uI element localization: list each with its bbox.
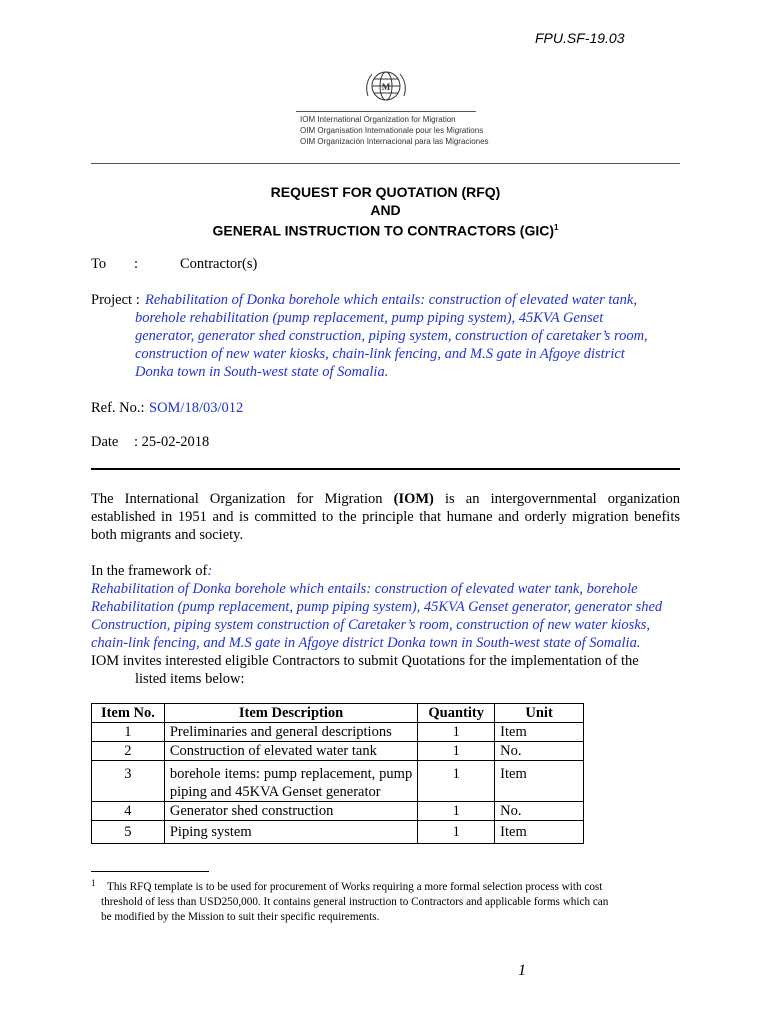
project-line-5: Donka town in South-west state of Somalia. bbox=[135, 364, 389, 380]
cell-unit: Item bbox=[495, 723, 584, 742]
page-number: 1 bbox=[518, 962, 526, 979]
header-item-no: Item No. bbox=[92, 704, 165, 723]
table-row bbox=[92, 723, 584, 742]
title-line-3-text: GENERAL INSTRUCTION TO CONTRACTORS (GIC) bbox=[212, 222, 554, 239]
ref-value: SOM/18/03/012 bbox=[149, 400, 244, 416]
cell-description: borehole items: pump replacement, pump piping and 45KVA Genset generator bbox=[164, 761, 417, 802]
intro-paragraph bbox=[91, 490, 680, 544]
section-divider bbox=[91, 468, 680, 470]
to-value: Contractor(s) bbox=[180, 256, 258, 272]
cell-unit: Item bbox=[495, 821, 584, 844]
intro-text-bold: (IOM) bbox=[393, 491, 434, 507]
header-quantity: Quantity bbox=[418, 704, 495, 723]
cell-description: Construction of elevated water tank bbox=[164, 742, 417, 761]
header-item-description: Item Description bbox=[164, 704, 417, 723]
footnote-divider bbox=[91, 871, 209, 872]
framework-line-1: Rehabilitation of Donka borehole which entails: construction of elevated water tank, borehole bbox=[91, 581, 638, 597]
footnote-line-2: threshold of less than USD250,000. It contains general instruction to Contractors and applicable forms which can bbox=[101, 896, 609, 908]
logo-text-en: IOM International Organization for Migration bbox=[300, 115, 456, 124]
svg-text:M: M bbox=[381, 82, 391, 92]
to-colon: : bbox=[134, 256, 139, 272]
project-line-3: generator, generator shed construction, piping system, construction of caretaker’s room, bbox=[135, 328, 648, 344]
table-header-row bbox=[92, 704, 584, 723]
cell-quantity: 1 bbox=[418, 723, 495, 742]
cell-item-no: 3 bbox=[92, 761, 165, 802]
date-value: : 25-02-2018 bbox=[134, 434, 210, 450]
footnote-mark: 1 bbox=[91, 878, 96, 888]
footnote-line-1: This RFQ template is to be used for procurement of Works requiring a more formal selection process with cost bbox=[107, 881, 603, 893]
cell-description: Piping system bbox=[164, 821, 417, 844]
header-divider bbox=[91, 163, 680, 164]
date-label: Date bbox=[91, 434, 119, 450]
logo-text-es: OIM Organización Internacional para las Migraciones bbox=[300, 137, 489, 146]
cell-description: Preliminaries and general descriptions bbox=[164, 723, 417, 742]
cell-unit: Item bbox=[495, 761, 584, 802]
project-line-1: Rehabilitation of Donka borehole which entails: construction of elevated water tank, bbox=[145, 292, 637, 308]
cell-description: Generator shed construction bbox=[164, 802, 417, 821]
document-code: FPU.SF-19.03 bbox=[535, 30, 625, 46]
framework-line-4: chain-link fencing, and M.S gate in Afgoye district Donka town in South-west state of Somalia. bbox=[91, 635, 641, 651]
cell-item-no: 2 bbox=[92, 742, 165, 761]
cell-item-no: 5 bbox=[92, 821, 165, 844]
logo-text-fr: OIM Organisation Internationale pour les Migrations bbox=[300, 126, 484, 135]
cell-unit: No. bbox=[495, 742, 584, 761]
cell-unit: No. bbox=[495, 802, 584, 821]
cell-quantity: 1 bbox=[418, 802, 495, 821]
invite-line-1: IOM invites interested eligible Contractors to submit Quotations for the implementation of the bbox=[91, 653, 639, 669]
title-line-3 bbox=[91, 219, 680, 240]
framework-label bbox=[91, 562, 212, 580]
intro-text-post: is an intergovernmental organization established in 1951 and is committed to the principle that humane and orderly migration benefits both migrants and society. bbox=[91, 491, 680, 543]
cell-item-no: 1 bbox=[92, 723, 165, 742]
logo-divider bbox=[296, 111, 476, 112]
title-line-2: AND bbox=[370, 202, 401, 218]
header-unit: Unit bbox=[495, 704, 584, 723]
project-line-2: borehole rehabilitation (pump replacement, pump piping system), 45KVA Genset bbox=[135, 310, 604, 326]
table-row bbox=[92, 802, 584, 821]
table-row bbox=[92, 742, 584, 761]
project-label: Project : bbox=[91, 292, 140, 308]
framework-line-3: Construction, piping system construction of Caretaker’s room, construction of new water kiosks, bbox=[91, 617, 651, 633]
items-table bbox=[91, 703, 584, 844]
intro-text-pre: The International Organization for Migration bbox=[91, 491, 394, 507]
framework-label-text: In the framework of bbox=[91, 563, 208, 579]
title-footnote-mark: 1 bbox=[554, 223, 559, 232]
framework-line-2: Rehabilitation (pump replacement, pump piping system), 45KVA Genset generator, generator shed bbox=[91, 599, 663, 615]
framework-colon: : bbox=[207, 563, 213, 579]
table-row bbox=[92, 761, 584, 802]
cell-item-no: 4 bbox=[92, 802, 165, 821]
table-row bbox=[92, 821, 584, 844]
footnote-line-3: be modified by the Mission to suit their specific requirements. bbox=[101, 911, 380, 923]
project-line-4: construction of new water kiosks, chain-link fencing, and M.S gate in Afgoye district bbox=[135, 346, 625, 362]
un-globe-emblem-icon bbox=[296, 66, 476, 110]
iom-logo bbox=[296, 66, 489, 146]
title-line-1: REQUEST FOR QUOTATION (RFQ) bbox=[270, 184, 501, 200]
cell-quantity: 1 bbox=[418, 761, 495, 802]
ref-label: Ref. No.: bbox=[91, 400, 145, 416]
invite-line-2: listed items below: bbox=[135, 671, 245, 687]
cell-quantity: 1 bbox=[418, 742, 495, 761]
to-label: To bbox=[91, 256, 107, 272]
cell-quantity: 1 bbox=[418, 821, 495, 844]
